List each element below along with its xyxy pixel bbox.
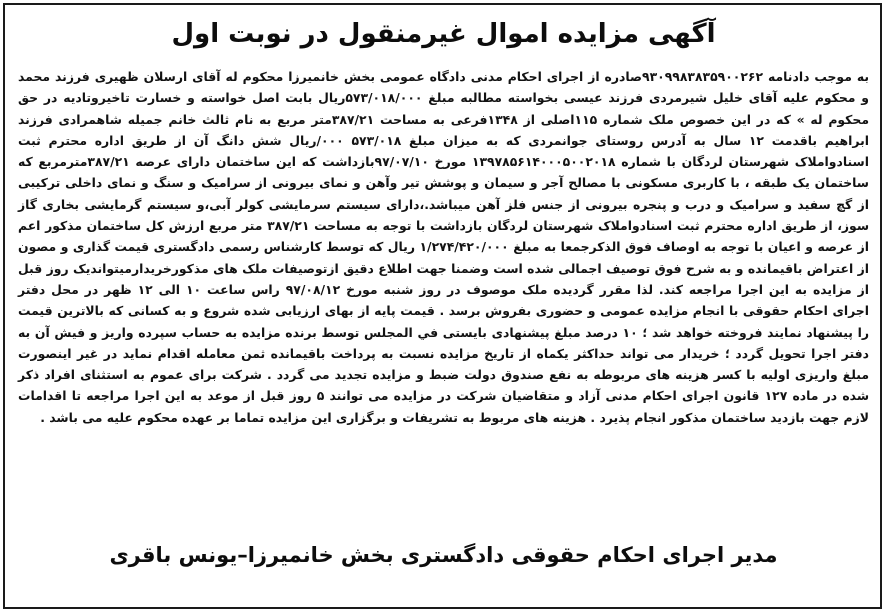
notice-title: آگهی مزایده اموال غیرمنقول در نوبت اول [171, 19, 716, 49]
notice-signature: مدیر اجرای احکام حقوقی دادگستری بخش خانمیرزا–یونس باقری [109, 543, 778, 567]
notice-body: به موجب دادنامه ۹۳۰۹۹۸۳۸۳۵۹۰۰۲۶۲صادره از اجرای احکام مدنی دادگاه عمومی بخش خانمیرزا محکوم له آقای ارسلان ظهیری فرزند محمد و محکوم علیه آقای خلیل شیرمردی فرزند عیسی بخواسته مطالبه مبلغ ۵۷۳/۰۱۸/۰۰۰ریال بابت اصل خواسته و خسارت تاخیروتادیه در حق محکوم له » که در این خصوص ملک شماره ۱۱۵اصلی از ۱۳۴۸فرعی به مساحت ۳۸۷/۲۱متر مربع به نام ثالث خانم جمیله شاهمرادی فرزند ابراهیم باقدمت ۱۲ سال به آدرس روستای جوانمردی که به میزان مبلغ ۵۷۳/۰۱۸ ۰۰۰/ریال شش دانگ آن از طریق اداره محترم ثبت اسنادواملاک شهرستان لردگان با شماره ۱۳۹۷۸۵۶۱۴۰۰۰۵۰۰۲۰۱۸ مورخ ۹۷/۰۷/۱۰بازداشت که این ساختمان دارای عرصه ۳۸۷/۲۱مترمربع که ساختمان یک طبقه ، با کاربری مسکونی با مصالح آجر و سیمان و پوشش تیر وآهن و نمای بیرونی از سرامیک و سنگ و نمای داخلی ترکیبی از گچ سفید و سرامیک و درب و پنجره بیرونی از جنس فلز آهن میباشد.،دارای سیستم سرمایشی کولر آبی،و سیستم گرمایشی بخاری گاز سوز، از طریق اداره محترم ثبت اسنادواملاک شهرستان لردگان بازداشت با توجه به مساحت ۳۸۷/۲۱ متر مربع ارزش کل ساختمان مذکور اعم از عرصه و اعیان با توجه به اوصاف فوق الذکرجمعا به مبلغ ۱/۲۷۴/۴۲۰/۰۰۰ ریال که توسط کارشناس رسمی دادگستری قیمت گذاری و مصون از اعتراض باقیمانده و به شرح فوق توصیف اجمالی شده است وضمنا جهت اطلاع دقیق ازتوصیفات ملک های مذکورخریدارمیتواندیک روز قبل از مزایده به این اجرا مراجعه کند. لذا مقرر گردیده ملک موصوف در روز شنبه مورخ ۹۷/۰۸/۱۲ راس ساعت ۱۰ الی ۱۲ ظهر در محل دفتر اجرای احکام حقوقی با انجام مزایده عمومی و حضوری بفروش برسد . قیمت پایه از بهای ارزیابی شده شروع و به کسانی که بالاترین قیمت را پیشنهاد نمایند فروخته خواهد شد ؛ ۱۰ درصد مبلغ پیشنهادی بایستی في المجلس توسط برنده مزایده به حساب سپرده واریز و فیش آن به دفتر اجرا تحویل گردد ؛ خریدار می تواند حداکثر یکماه از تاریخ مزایده نسبت به پرداخت باقیمانده ثمن معامله اقدام نماید در غیر اینصورت مبلغ واریزی اولیه با کسر هزینه های مربوطه به نفع صندوق دولت ضبط و مزایده تجدید می گردد . شرکت برای عموم به استثنای افراد ذکر شده در ماده ۱۲۷ قانون اجرای احکام مدنی آزاد و متقاضیان شرکت در مزایده می توانند ۵ روز قبل از موعد به این اجرا مراجعه تا اقدامات لازم جهت بازدید ساختمان مذکور انجام پذیرد . هزینه های مربوط به تشریفات و برگزاری این مزایده تماما بر عهده محکوم علیه می باشد . [18, 69, 870, 425]
